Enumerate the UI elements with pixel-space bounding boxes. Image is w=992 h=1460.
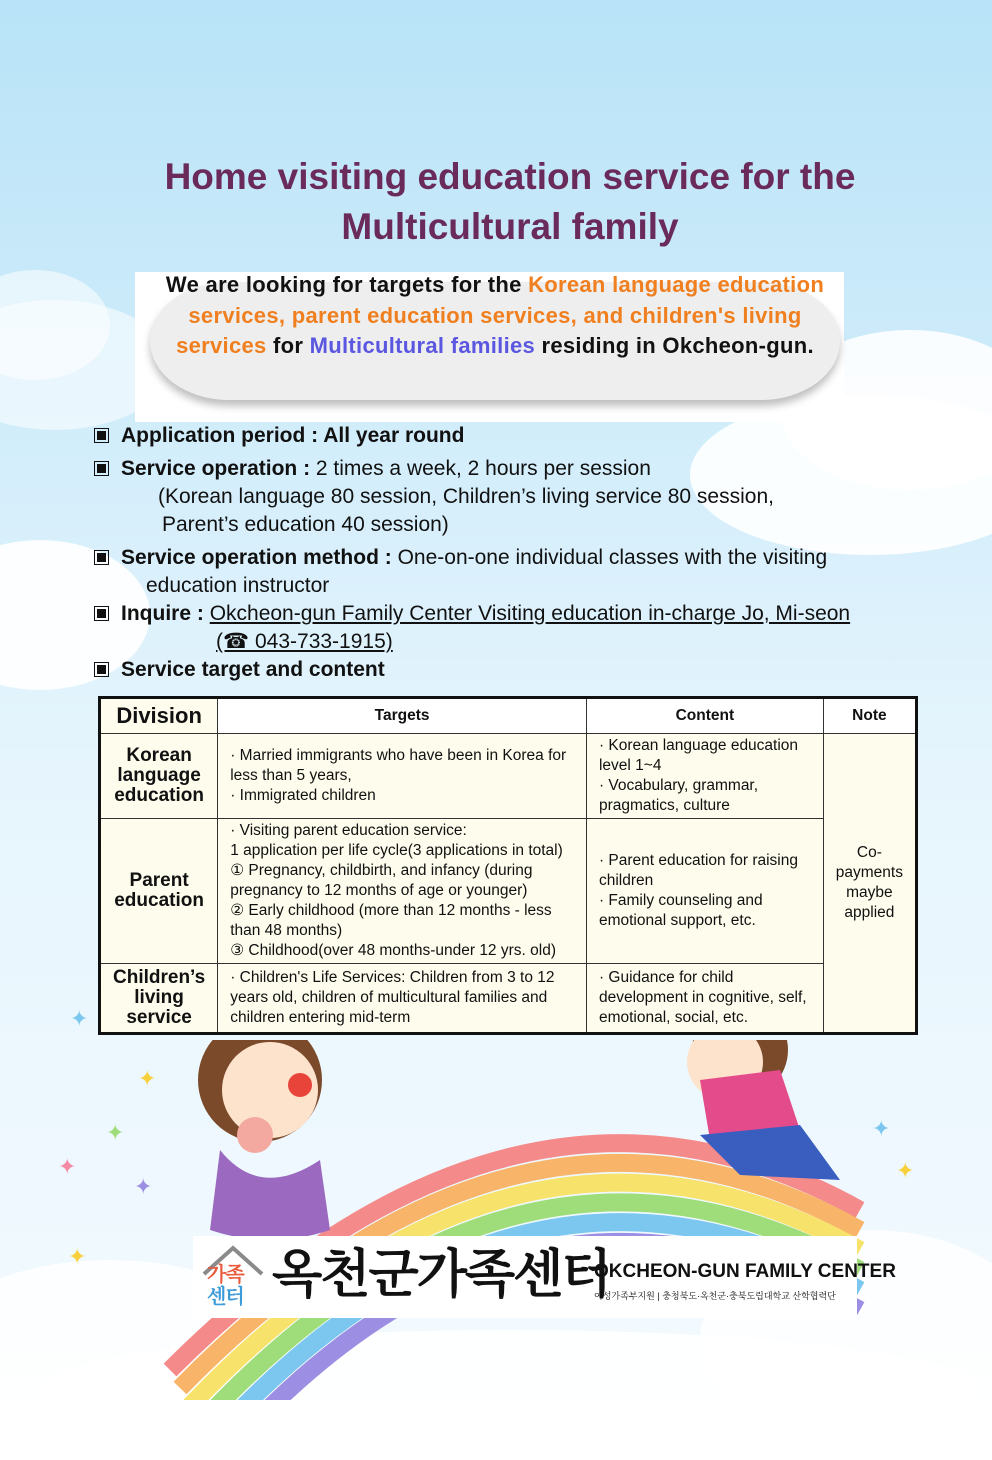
content-cell [586, 964, 823, 1034]
header-division: Division [100, 698, 218, 734]
content-cell [586, 819, 823, 964]
table-header-row [100, 698, 917, 734]
method-label: Service operation method [121, 546, 379, 569]
operation-separator: : [297, 457, 316, 480]
rainbow-illustration [100, 1040, 992, 1400]
sparkle-icon: ✦ [134, 1174, 153, 1199]
application-separator: : [305, 424, 324, 447]
division-cell: Children’s living service [100, 964, 218, 1034]
square-bullet-icon [94, 662, 109, 677]
info-operation-method [94, 544, 894, 600]
target-line: ① Pregnancy, childbirth, and infancy (during pregnancy to 12 months of age or younger) [230, 862, 533, 899]
operation-detail-2: Parent’s education 40 session) [162, 513, 449, 536]
targets-cell [218, 819, 587, 964]
content-line: · Vocabulary, grammar, pragmatics, culture [598, 777, 759, 814]
application-value: All year round [323, 424, 465, 447]
logo-english-name: OKCHEON-GUN FAMILY CENTER [594, 1261, 896, 1282]
target-line: · Children's Life Services: Children from 3 to 12 years old, children of multicultural families and children entering mid-term [230, 969, 555, 1026]
logo-korean-name: 옥천군가족센터 [272, 1246, 610, 1304]
header-content: Content [586, 698, 823, 734]
intro-part-3: residing in Okcheon-gun. [535, 333, 814, 358]
title-line-1: Home visiting education service for the [164, 156, 856, 197]
application-label: Application period [121, 424, 306, 447]
content-line: · Korean language education level 1~4 [598, 737, 799, 774]
division-cell: Korean language education [100, 734, 218, 819]
square-bullet-icon [94, 606, 109, 621]
operation-label: Service operation [121, 457, 298, 480]
intro-part-2: for [266, 333, 310, 358]
targets-cell [218, 964, 587, 1034]
square-bullet-icon [94, 461, 109, 476]
target-line: ② Early childhood (more than 12 months - less than 48 months) [230, 902, 552, 939]
inquire-label: Inquire [121, 602, 192, 625]
page-title [60, 152, 960, 252]
operation-value: 2 times a week, 2 hours per session [315, 457, 651, 480]
content-line: · Guidance for child development in cognitive, self, emotional, social, etc. [598, 969, 807, 1026]
division-cell: Parent education [100, 819, 218, 964]
sparkle-icon: ✦ [58, 1154, 77, 1179]
info-inquire [94, 600, 850, 656]
sparkle-icon: ✦ [872, 1116, 891, 1141]
title-line-2: Multicultural family [341, 206, 679, 247]
target-line: 1 application per life cycle(3 applications in total) [230, 842, 563, 859]
method-value-line-2: education instructor [146, 574, 330, 597]
sparkle-icon: ✦ [70, 1006, 89, 1031]
square-bullet-icon [94, 428, 109, 443]
target-line: · Married immigrants who have been in Korea for less than 5 years, [230, 747, 567, 784]
intro-highlight-services: Korean language education services, parent education services, and children's living services [176, 272, 825, 358]
note-cell: Co-payments maybe applied [823, 734, 916, 1034]
content-line: · Parent education for raising children [598, 852, 798, 889]
sparkle-icon: ✦ [68, 1244, 87, 1269]
service-target-label: Service target and content [121, 658, 385, 681]
logo-subtitle: 여성가족부지원 | 충청북도·옥천군·충북도립대학교 산학협력단 [594, 1291, 836, 1301]
intro-text [150, 270, 840, 362]
targets-cell [218, 734, 587, 819]
table-row [100, 964, 917, 1034]
header-targets: Targets [218, 698, 587, 734]
operation-detail-1: (Korean language 80 session, Children’s living service 80 session, [158, 485, 774, 508]
girl-character-icon [198, 1040, 330, 1240]
inquire-value: Okcheon-gun Family Center Visiting education in-charge Jo, Mi-seon [209, 602, 851, 625]
table-row [100, 734, 917, 819]
info-service-target [94, 656, 385, 684]
intro-highlight-families: Multicultural families [309, 333, 536, 358]
target-line: ③ Childhood(over 48 months-under 12 yrs. old) [230, 942, 556, 959]
method-value: One-on-one individual classes with the visiting [397, 546, 828, 569]
target-line: · Visiting parent education service: [230, 822, 467, 839]
info-application-period [94, 422, 464, 450]
sparkle-icon: ✦ [138, 1066, 157, 1091]
inquire-phone: (☎ 043-733-1915) [216, 630, 393, 653]
square-bullet-icon [94, 550, 109, 565]
content-cell [586, 734, 823, 819]
intro-part-1: We are looking for targets for the [165, 272, 529, 297]
sparkle-icon: ✦ [106, 1120, 125, 1145]
table-row [100, 819, 917, 964]
logo-mark-bottom: 센터 [207, 1286, 244, 1308]
service-table [98, 696, 918, 1035]
header-note: Note [823, 698, 916, 734]
logo-mark-top: 가족 [207, 1264, 244, 1286]
target-line: · Immigrated children [230, 787, 376, 804]
content-line: · Family counseling and emotional support, etc. [598, 892, 763, 929]
sparkle-icon: ✦ [896, 1158, 915, 1183]
method-separator: : [378, 546, 398, 569]
info-service-operation [94, 455, 774, 539]
inquire-separator: : [191, 602, 210, 625]
logo-mark-text [207, 1264, 244, 1308]
